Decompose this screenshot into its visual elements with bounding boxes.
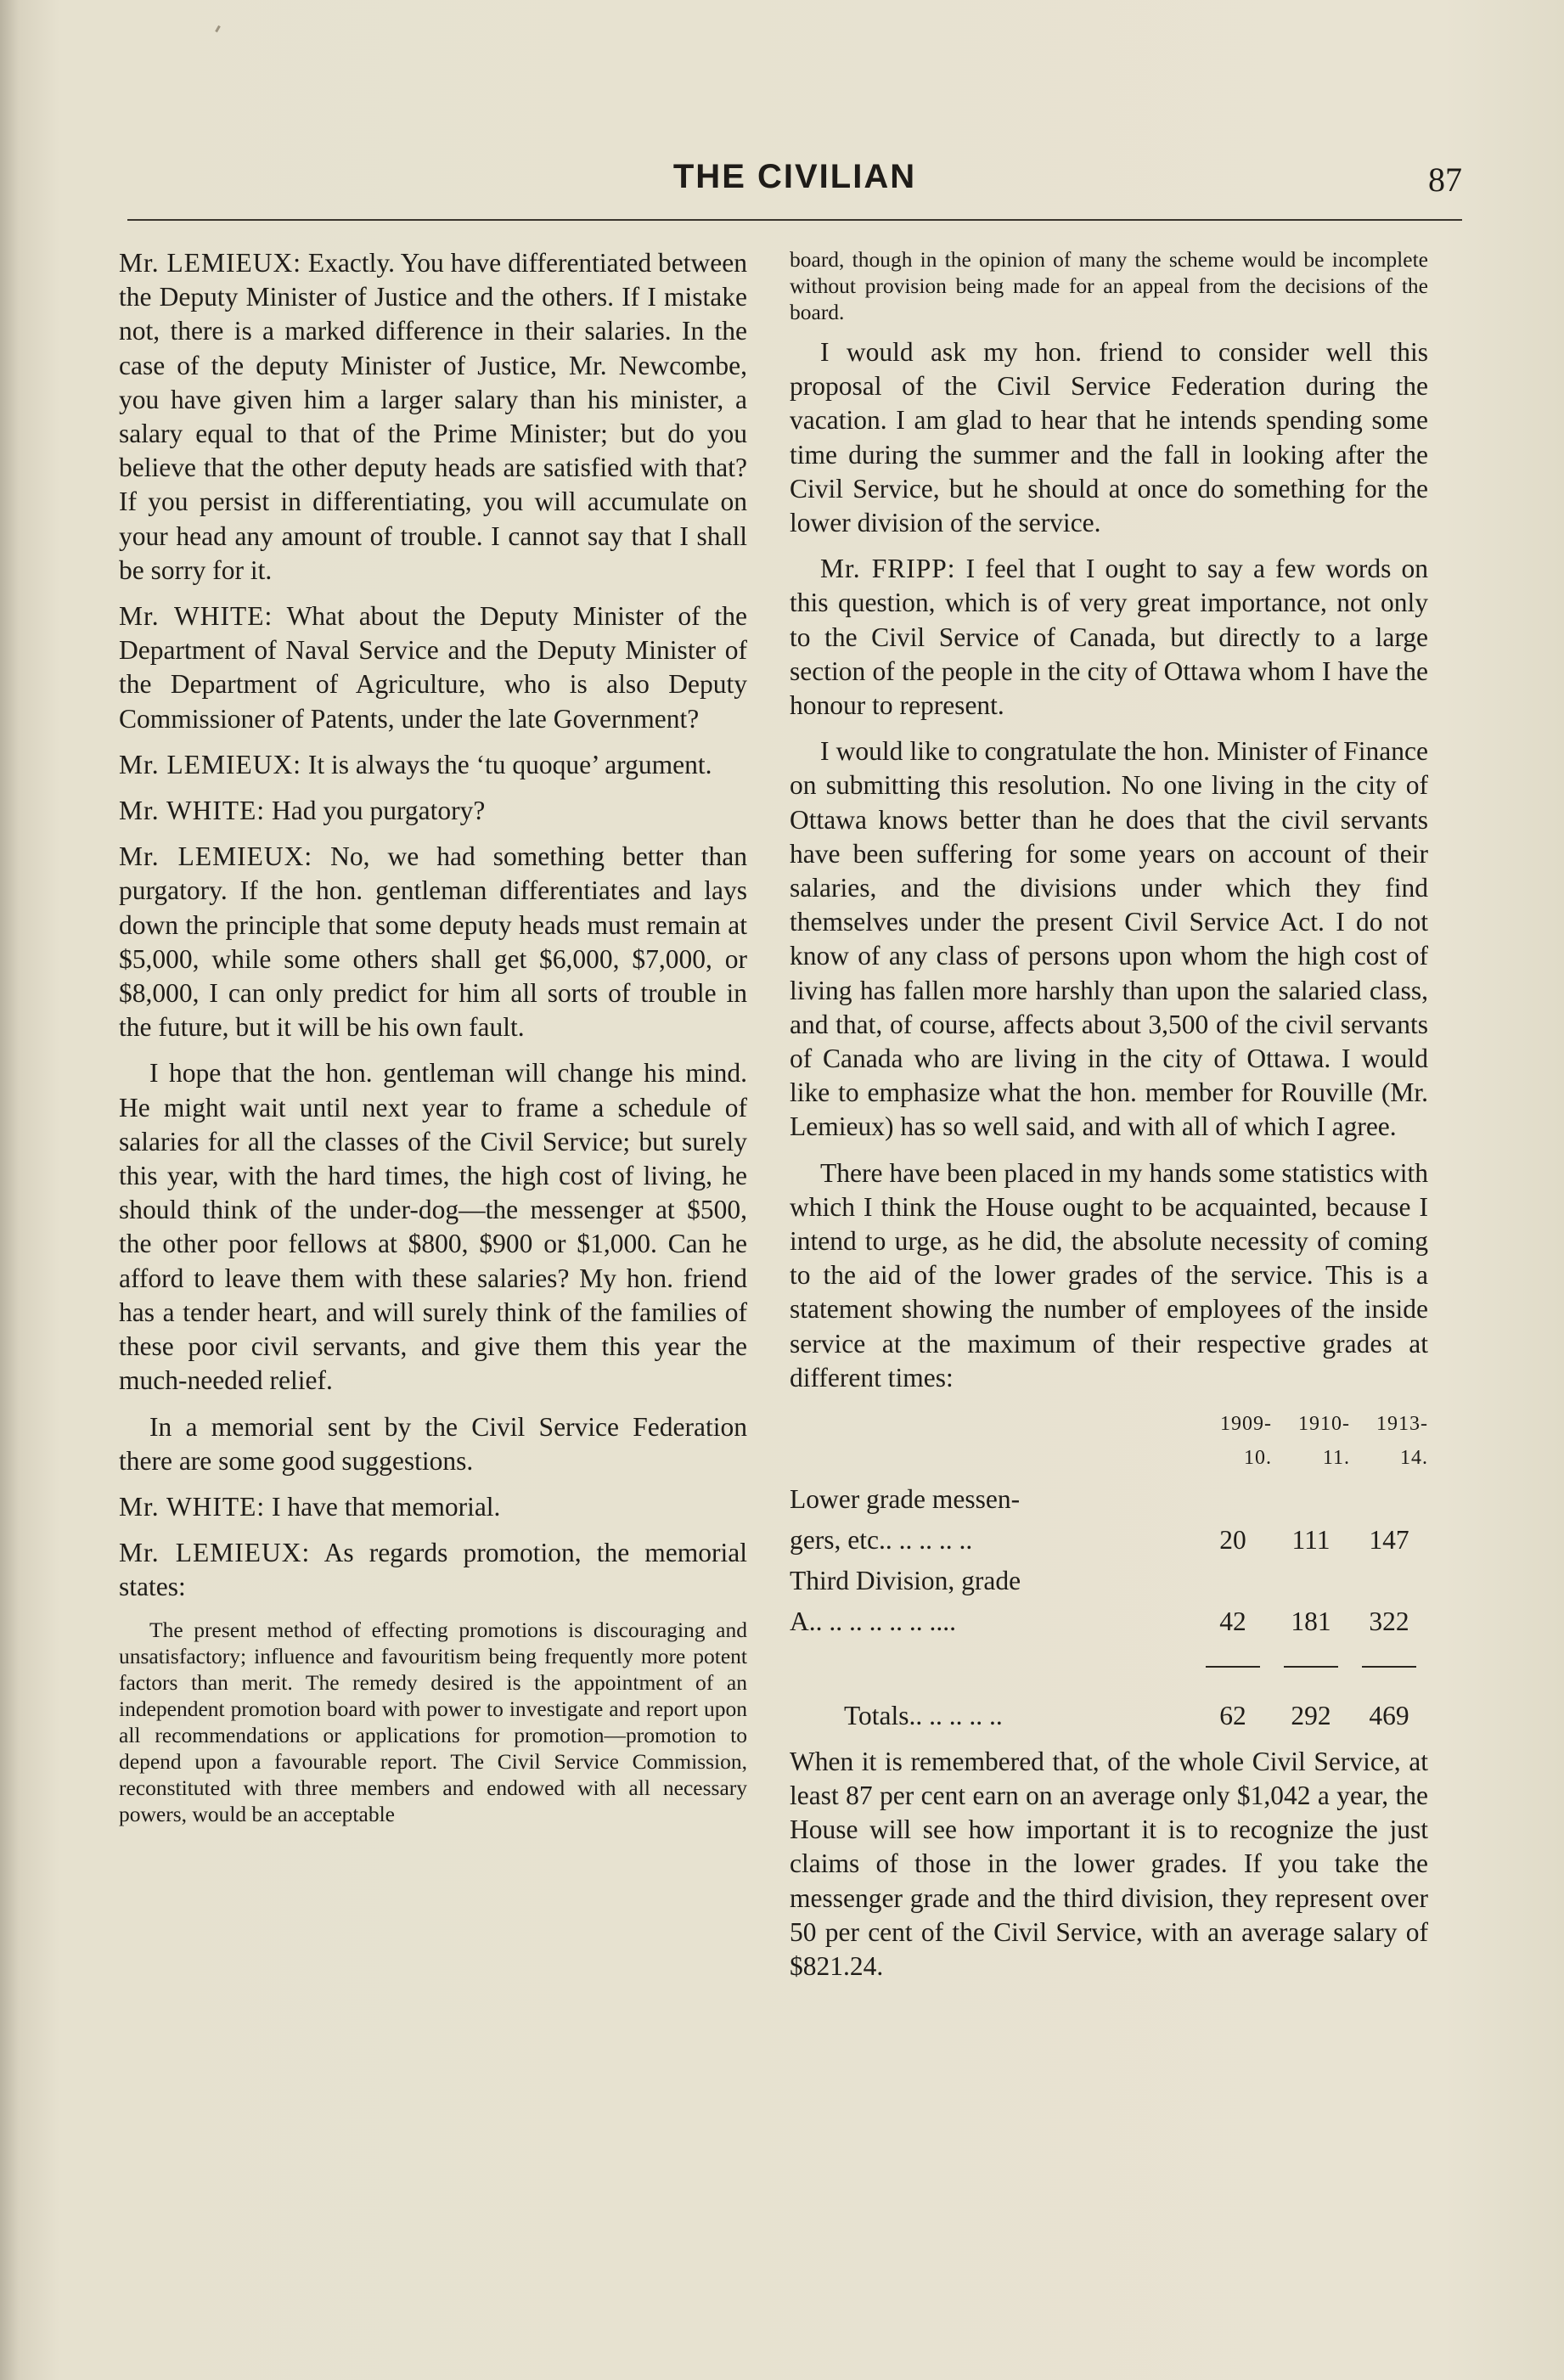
table-row <box>790 1520 1428 1561</box>
left-column <box>119 246 747 1837</box>
speaker-name: Mr. WHITE: <box>119 1491 266 1522</box>
page-title: THE CIVILIAN <box>672 158 917 195</box>
column-header: 1909-10. <box>1220 1413 1272 1470</box>
table-cell: 147 <box>1369 1524 1409 1555</box>
row-label: Third Division, grade <box>790 1565 1021 1595</box>
speaker-name: Mr. WHITE: <box>119 796 266 826</box>
table-row <box>790 1601 1428 1642</box>
paragraph <box>119 1490 747 1524</box>
scan-mark <box>215 25 221 32</box>
column-header: 1913-14. <box>1376 1413 1428 1470</box>
memorial-quote: The present method of effecting promotions is discouraging and unsatisfactory; influence and favouritism being frequently more potent factors than merit. The remedy desired is the appointment of an independent promotion board with power to investigate and report upon all recommendations or applications for promotion—promotion to depend upon a favourable report. The Civil Service Commission, reconstituted with three members and endowed with all necessary powers, would be an acceptable <box>119 1617 747 1826</box>
paragraph <box>119 599 747 736</box>
right-column <box>790 246 1428 1995</box>
table-total-row <box>790 1677 1428 1736</box>
paragraph-text: It is always the ‘tu quoque’ argument. <box>307 749 712 779</box>
paragraph <box>119 748 747 782</box>
paragraph: When it is remembered that, of the whole Civil Service, at least 87 per cent earn on an average only $1,042 a year, the House will see how important it is to recognize the just claims of those in the lower grades. If you take the messenger grade and the third division, they represent over 50 per cent of the Civil Service, with an average salary of $821.24. <box>790 1746 1428 1981</box>
speaker-name: Mr. WHITE: <box>119 601 273 632</box>
paragraph <box>119 1056 747 1398</box>
paragraph-text: In a memorial sent by the Civil Service Federation there are some good suggestions. <box>119 1411 747 1476</box>
total-rule <box>1206 1666 1260 1668</box>
column-header: 1910-11. <box>1298 1413 1350 1470</box>
header-rule <box>127 219 1462 221</box>
running-header <box>127 158 1462 209</box>
paragraph-text: Had you purgatory? <box>272 796 486 826</box>
table-cell: 42 <box>1219 1606 1246 1637</box>
paragraph-text: What about the Deputy Minister of the Department of Naval Service and the Deputy Minister of the Department of Agriculture, who is also Deputy Commissioner of Patents, under the late Government? <box>119 601 747 734</box>
table-header-row <box>790 1407 1428 1478</box>
paragraph: There have been placed in my hands some statistics with which I think the House ought to be acquainted, because I intend to urge, as he did, the absolute necessity of coming to the aid of the lower grades of the service. This is a statement showing the number of employees of the inside service at the maximum of their respective grades at different times: <box>790 1157 1428 1393</box>
speaker-name: Mr. LEMIEUX: <box>119 749 301 779</box>
memorial-quote-continued: board, though in the opinion of many the scheme would be incomplete without provision being made for an appeal from the decisions of the board. <box>790 247 1428 324</box>
paragraph-text: Exactly. You have differentiated between the Deputy Minister of Justice and the others. If I mistake not, there is a marked difference in their salaries. In the case of the deputy Minister of Justice, Mr. Newcombe, you have given him a larger salary than his minister, a salary equal to that of the Prime Minister; but do you believe that the other deputy heads are satisfied with that? If you persist in differentiating, you will accumulate on your head any amount of trouble. I cannot say that I shall be sorry for it. <box>119 248 747 585</box>
paragraph-text: No, we had something better than purgatory. If the hon. gentleman differentiates and lays down the principle that some deputy heads must remain at $5,000, while some others shall get $6,000, $7,000, or $8,000, I can only predict for him all sorts of trouble in the future, but it will be his own fault. <box>119 841 747 1043</box>
paragraph: I would like to congratulate the hon. Minister of Finance on submitting this resolution. No one living in the city of Ottawa knows better than he does that the civil servants have been suffering for some years on account of their salaries, and the divisions under which they find themselves under the present Civil Service Act. I do not know of any class of persons upon whom the high cost of living has fallen more harshly than upon the salaried class, and that, of course, affects about 3,500 of the civil servants of Canada who are living in the city of Ottawa. I would like to emphasize what the hon. member for Rouville (Mr. Lemieux) has so well said, and with all of which I agree. <box>790 736 1428 1142</box>
table-cell: 111 <box>1291 1524 1331 1555</box>
table-cell: 20 <box>1219 1524 1246 1555</box>
row-label: gers, etc.. .. .. .. .. <box>790 1524 973 1555</box>
speaker-name: Mr. FRIPP: <box>820 554 956 584</box>
total-label: Totals.. .. .. .. .. <box>844 1700 1003 1730</box>
page-number: 87 <box>1428 160 1462 199</box>
paragraph <box>119 1536 747 1604</box>
table-cell: 469 <box>1369 1700 1409 1730</box>
paragraph-text: As regards promotion, the memorial states: <box>119 1538 748 1602</box>
paragraph-text: I feel that I ought to say a few words on this question, which is of very great importance, not only to the Civil Service of Canada, but directly to a large section of the people in the city of Ottawa whom I have the honour to represent. <box>790 554 1429 721</box>
table-row <box>790 1561 1428 1601</box>
table-rule-row <box>790 1642 1428 1676</box>
statistics-table <box>790 1407 1428 1736</box>
paragraph <box>119 1410 747 1478</box>
table-cell: 292 <box>1291 1700 1331 1730</box>
paragraph-text: I have that memorial. <box>272 1491 501 1522</box>
speaker-name: Mr. LEMIEUX: <box>119 248 302 278</box>
paragraph <box>119 840 747 1044</box>
total-rule <box>1362 1666 1416 1668</box>
paragraph <box>119 246 747 588</box>
speaker-name: Mr. LEMIEUX: <box>119 1538 311 1568</box>
paragraph <box>790 552 1428 723</box>
row-label: Lower grade messen- <box>790 1483 1021 1514</box>
speaker-name: Mr. LEMIEUX: <box>119 841 313 872</box>
paragraph: I would ask my hon. friend to consider well this proposal of the Civil Service Federation during the vacation. I am glad to hear that he intends spending some time during the summer and the fall in looking after the Civil Service, but he should at once do something for the lower division of the service. <box>790 337 1428 538</box>
paragraph-text: I hope that the hon. gentleman will change his mind. He might wait until next year to frame a schedule of salaries for all the classes of the Civil Service; but surely this year, with the hard times, the high cost of living, he should think of the under-dog—the messenger at $500, the other poor fellows at $800, $900 or $1,000. Can he afford to leave them with these salaries? My hon. friend has a tender heart, and will surely think of the families of these poor civil servants, and give them this year the much-needed relief. <box>119 1058 747 1396</box>
total-rule <box>1284 1666 1338 1668</box>
table-cell: 181 <box>1291 1606 1331 1637</box>
table-cell: 62 <box>1219 1700 1246 1730</box>
table-cell: 322 <box>1369 1606 1409 1637</box>
row-label: A.. .. .. .. .. .. .... <box>790 1606 956 1637</box>
paragraph <box>119 794 747 828</box>
table-row <box>790 1479 1428 1520</box>
